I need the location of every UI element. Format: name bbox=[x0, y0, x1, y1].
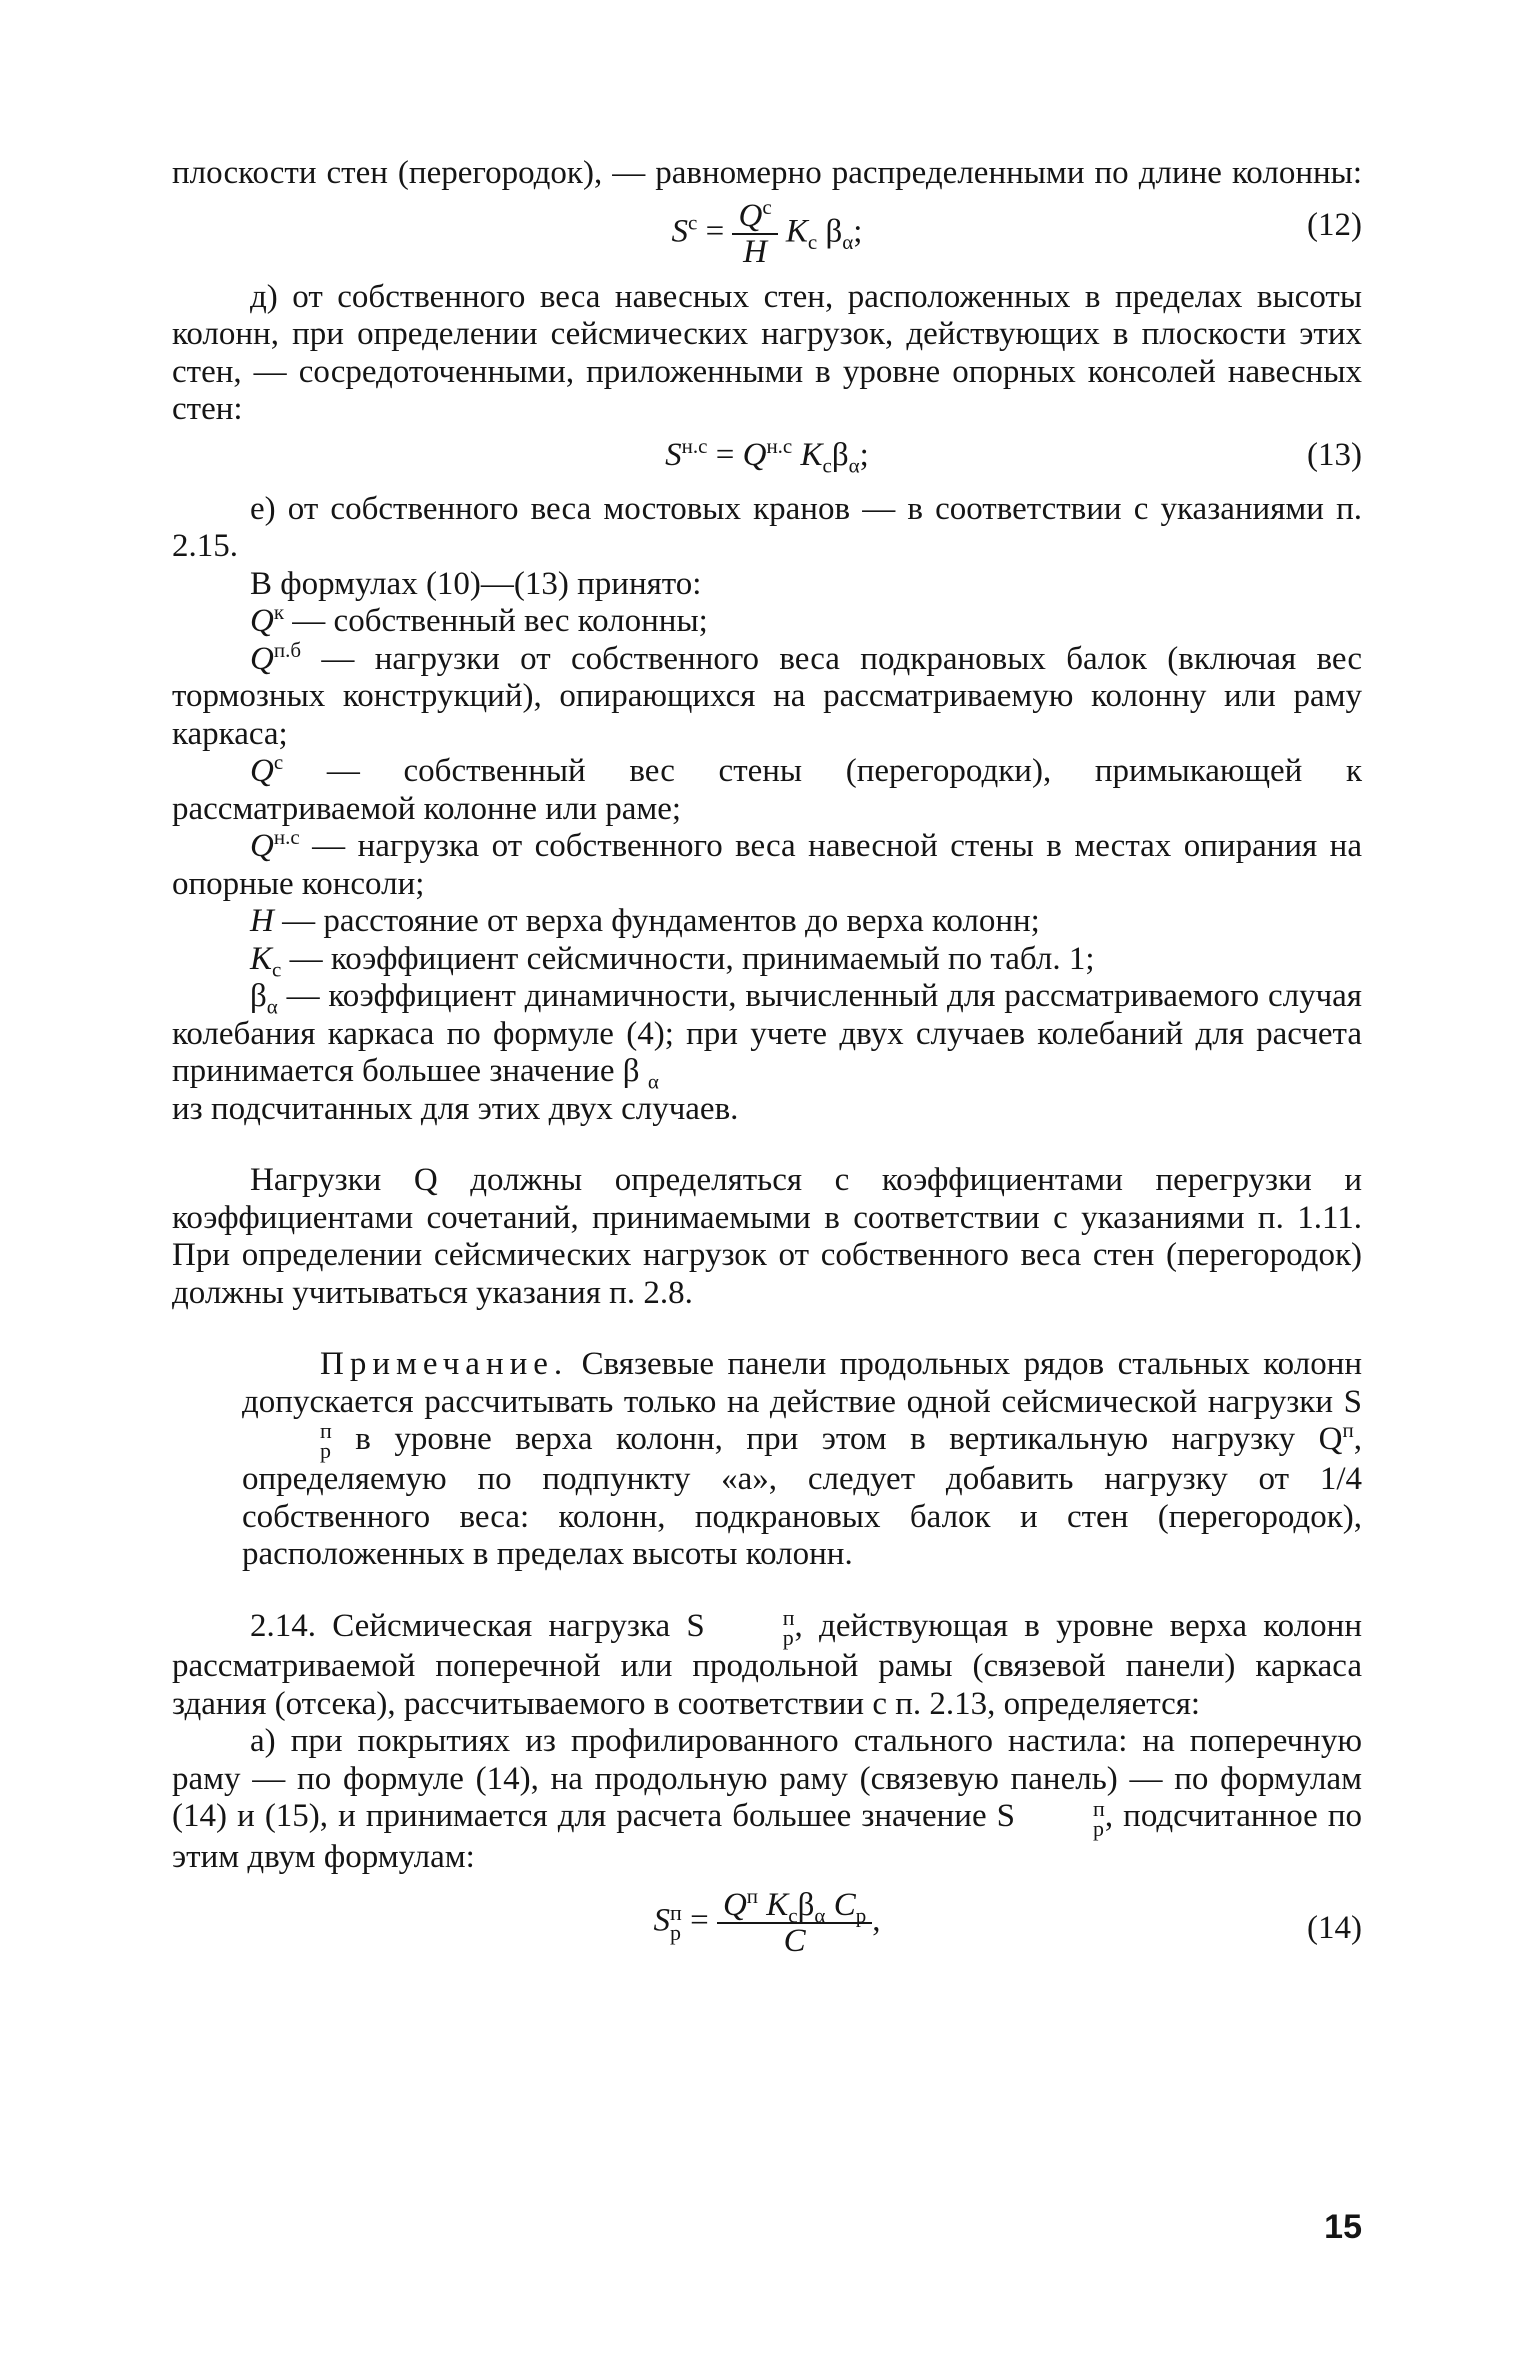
paragraph-d: д) от собственного веса навесных стен, расположенных в пределах высоты колонн, при определении сейсмических нагрузок, действующих в плоскости этих стен, — сосредоточенными, приложенными в уровне опорных консолей навесных стен: bbox=[172, 278, 1362, 427]
formula-14 bbox=[172, 1884, 1362, 1972]
definition-item bbox=[172, 825, 1362, 903]
formula-13-expression bbox=[172, 433, 1362, 478]
page-number: 15 bbox=[1324, 2208, 1362, 2246]
formula-superscript: c bbox=[762, 194, 772, 219]
formula-superscript: c bbox=[688, 210, 698, 235]
page-body bbox=[172, 155, 1362, 1972]
formula-superscript: п bbox=[670, 1900, 682, 1926]
definition-item bbox=[172, 940, 1362, 982]
formula-symbol: K bbox=[766, 1887, 789, 1924]
paragraph-intro: плоскости стен (перегородок), — равномерно распределенными по длине колонны: bbox=[172, 155, 1362, 191]
formula-superscript: п bbox=[746, 1884, 759, 1909]
formula-equals: = bbox=[715, 436, 735, 473]
note-text-part: Связевые панели продольных рядов стальных колонн допускается рассчитывать только на действие одной сейсмической нагрузки S bbox=[242, 1346, 1363, 1420]
note-subscript: р bbox=[320, 1438, 331, 1464]
fraction-numerator: Q bbox=[738, 197, 763, 234]
paragraph-accepted: В формулах (10)—(13) принято: bbox=[250, 565, 702, 602]
definition-text: — коэффициент динамичности, вычисленный для рассматриваемого случая колебания каркаса по формуле (4); при учете двух случаев колебаний для расчета принимается большее значение β bbox=[172, 978, 1362, 1089]
formula-symbol: β bbox=[831, 436, 849, 473]
formula-symbol: S bbox=[665, 436, 682, 473]
formula-punctuation: , bbox=[872, 1902, 881, 1939]
note-superscript: п bbox=[320, 1418, 332, 1444]
section-text: а) при покрытиях из профилированного стального настила: на поперечную раму — по формуле (14), на продольную раму (связевую панель) — по формулам (14) и (15), и принимается для расчета большее значение S bbox=[172, 1723, 1362, 1835]
definition-symbol: H bbox=[250, 903, 274, 939]
definition-text: — расстояние от верха фундаментов до верха колонн; bbox=[273, 903, 1040, 939]
formula-symbol: β bbox=[797, 1887, 815, 1924]
definition-superscript: п.б bbox=[273, 637, 302, 662]
formula-symbol: S bbox=[671, 213, 689, 250]
definition-text: — собственный вес колонны; bbox=[284, 603, 708, 639]
formula-14-expression bbox=[172, 1884, 1362, 1960]
formula-subscript: р bbox=[670, 1920, 682, 1946]
definition-superscript: к bbox=[273, 600, 285, 624]
formula-subscript: α bbox=[848, 453, 860, 478]
formula-subscript: α bbox=[814, 1903, 826, 1928]
definition-subscript: c bbox=[272, 957, 282, 982]
definition-text: — нагрузки от собственного веса подкрановых балок (включая вес тормозных конструкций), опирающихся на рассматриваемую колонну или раму каркаса; bbox=[172, 640, 1362, 752]
definition-symbol: Q bbox=[250, 753, 274, 789]
note-block bbox=[172, 1346, 1362, 1574]
definition-item bbox=[172, 600, 1362, 641]
definition-symbol: K bbox=[250, 940, 273, 977]
section-superscript: п bbox=[782, 1605, 795, 1631]
fraction-denominator: H bbox=[743, 233, 767, 270]
section-indices bbox=[705, 1605, 795, 1651]
paragraph-e: е) от собственного веса мостовых кранов — в соответствии с указаниями п. 2.15. bbox=[172, 490, 1362, 564]
formula-equals: = bbox=[690, 1902, 709, 1939]
definition-symbol: Q bbox=[250, 828, 274, 864]
fraction-numerator: Q bbox=[722, 1887, 747, 1924]
definition-item bbox=[172, 637, 1362, 754]
definition-superscript: н.с bbox=[273, 825, 300, 849]
definition-symbol: β bbox=[250, 978, 267, 1014]
definition-subscript: α bbox=[647, 1069, 659, 1094]
note-text bbox=[242, 1346, 1362, 1574]
fraction-denominator: C bbox=[783, 1923, 806, 1960]
section-subscript: р bbox=[782, 1625, 794, 1651]
formula-subscript: c bbox=[822, 453, 832, 478]
formula-superscript: н.с bbox=[681, 433, 708, 458]
paragraph-a bbox=[172, 1723, 1362, 1876]
formula-punctuation: ; bbox=[853, 213, 863, 250]
note-text-part: собственного веса: колонн, подкрановых балок и стен (перегородок), расположенных в пределах высоты колонн. bbox=[242, 1498, 1362, 1573]
formula-subscript: c bbox=[788, 1903, 798, 1928]
section-superscript: п bbox=[1093, 1795, 1105, 1821]
formula-12-expression bbox=[172, 194, 1362, 270]
definitions-list bbox=[172, 600, 1362, 1128]
paragraph-loads: Нагрузки Q должны определяться с коэффициентами перегрузки и коэффициентами сочетаний, принимаемыми в соответствии с указаниями п. 1.11. При определении сейсмических нагрузок от собственного веса стен (перегородок) должны учитываться указания п. 2.8. bbox=[172, 1162, 1362, 1311]
definition-text: — нагрузка от собственного веса навесной стены в местах опирания на опорные консоли; bbox=[172, 828, 1362, 902]
section-subscript: р bbox=[1093, 1815, 1105, 1841]
section-indices bbox=[1015, 1795, 1105, 1841]
formula-subscript: α bbox=[842, 229, 854, 254]
formula-symbol: C bbox=[833, 1887, 856, 1924]
definition-item bbox=[172, 978, 1362, 1094]
formula-13 bbox=[172, 429, 1362, 479]
formula-symbol: S bbox=[653, 1902, 671, 1939]
section-text: 2.14. Сейсмическая нагрузка S bbox=[250, 1607, 705, 1644]
definition-symbol: Q bbox=[250, 640, 274, 677]
note-text-part: , определяемую по подпункту «а», следует добавить нагрузку от bbox=[242, 1421, 1363, 1498]
formula-12 bbox=[172, 194, 1362, 271]
definition-item bbox=[172, 903, 1362, 941]
formula-number: (12) bbox=[1307, 206, 1362, 243]
formula-symbol: K bbox=[800, 436, 823, 473]
definition-tail: из подсчитанных для этих двух случаев. bbox=[172, 1090, 739, 1127]
note-superscript: п bbox=[1342, 1418, 1354, 1442]
paragraph-2-14 bbox=[172, 1605, 1362, 1723]
formula-superscript: н.с bbox=[766, 433, 793, 458]
definition-superscript: с bbox=[273, 750, 284, 774]
definition-symbol: Q bbox=[250, 603, 274, 639]
note-fraction: 1/4 bbox=[1319, 1461, 1362, 1498]
formula-punctuation: ; bbox=[859, 436, 869, 473]
formula-indices bbox=[670, 1900, 682, 1946]
formula-subscript: р bbox=[855, 1903, 867, 1928]
note-indices bbox=[242, 1418, 332, 1464]
definition-text: — коэффициент сейсмичности, принимаемый по табл. 1; bbox=[281, 940, 1095, 977]
formula-subscript: c bbox=[807, 229, 818, 254]
definition-subscript: α bbox=[266, 994, 278, 1019]
formula-fraction bbox=[717, 1884, 872, 1960]
note-label: Примечание. bbox=[320, 1346, 569, 1382]
formula-equals: = bbox=[705, 213, 725, 250]
formula-number: (13) bbox=[1307, 436, 1362, 473]
formula-symbol: β bbox=[825, 213, 843, 250]
section-text: , подсчитанное по этим двум формулам: bbox=[172, 1798, 1363, 1875]
formula-fraction bbox=[732, 194, 777, 270]
formula-number: (14) bbox=[1307, 1910, 1362, 1947]
formula-symbol: K bbox=[785, 213, 808, 250]
definition-text: — собственный вес стены (перегородки), примыкающей к рассматриваемой колонне или раме; bbox=[172, 753, 1362, 827]
definition-item bbox=[172, 750, 1362, 828]
formula-symbol: Q bbox=[742, 436, 767, 473]
note-text-part: в уровне верха колонн, при этом в вертикальную нагрузку Q bbox=[355, 1421, 1343, 1457]
section-text: , действующая в уровне верха колонн рассматриваемой поперечной или продольной рамы (связевой панели) каркаса здания (отсека), рассчитываемого в соответствии с п. 2.13, определяется: bbox=[172, 1607, 1362, 1722]
